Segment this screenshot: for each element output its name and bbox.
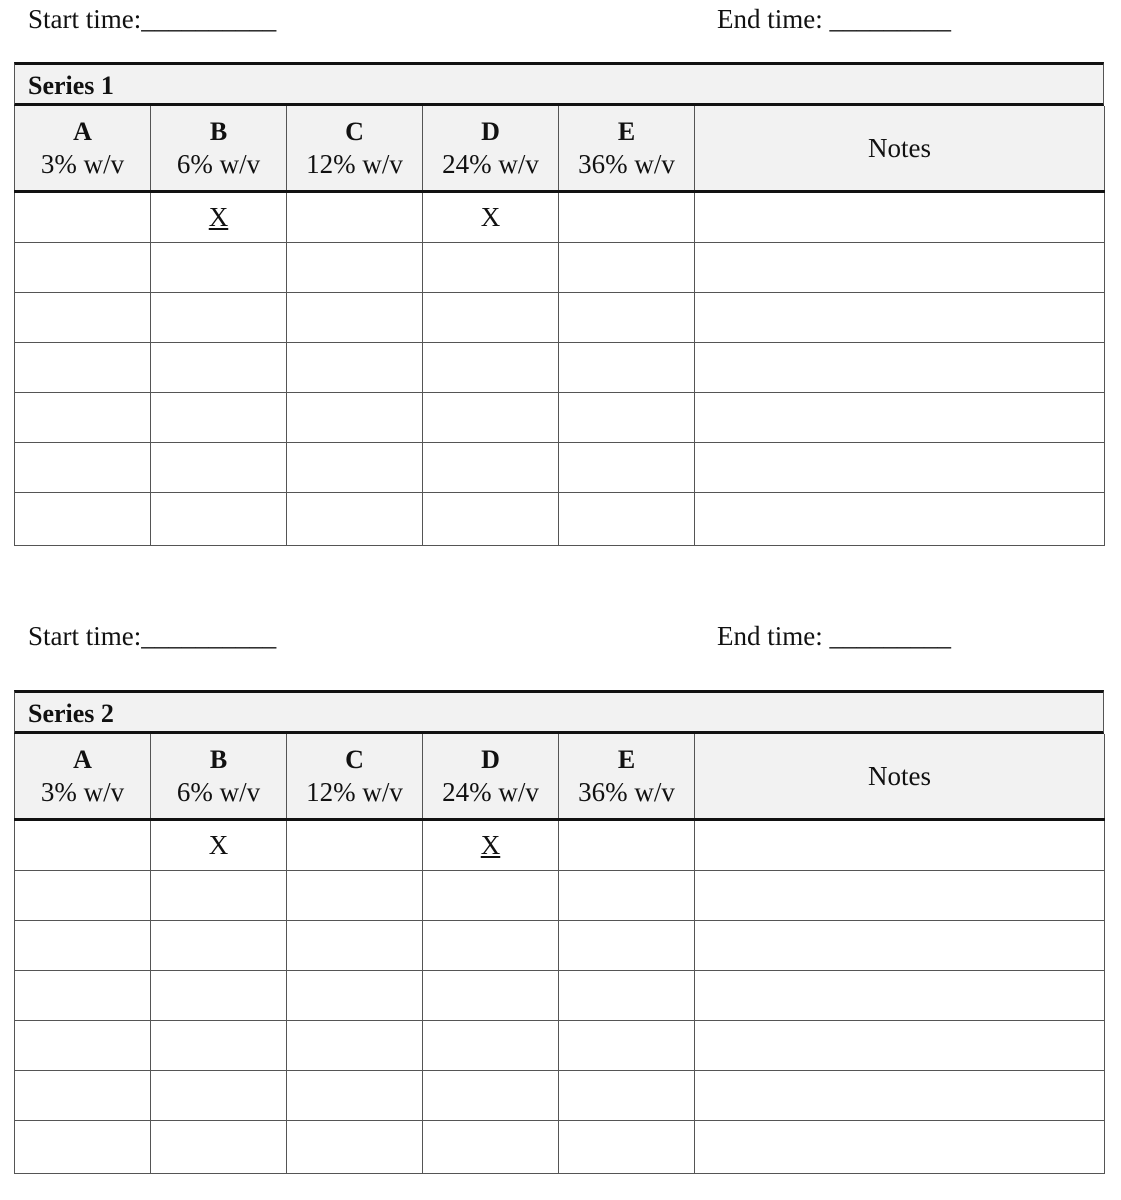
cell-c[interactable]: [287, 1121, 423, 1174]
cell-d[interactable]: [423, 1121, 559, 1174]
column-header-e: E 36% w/v: [559, 106, 695, 192]
cell-b[interactable]: X: [151, 820, 287, 871]
cell-b[interactable]: [151, 1071, 287, 1121]
cell-c[interactable]: [287, 393, 423, 443]
cell-c[interactable]: [287, 921, 423, 971]
table-row: [15, 971, 1105, 1021]
cell-e[interactable]: [559, 293, 695, 343]
cell-e[interactable]: [559, 243, 695, 293]
cell-b[interactable]: [151, 343, 287, 393]
cell-e[interactable]: [559, 393, 695, 443]
table-row: [15, 443, 1105, 493]
series-1-table-block: [14, 62, 1104, 546]
cell-a[interactable]: [15, 921, 151, 971]
column-header-notes: Notes: [695, 734, 1105, 820]
cell-e[interactable]: [559, 192, 695, 243]
cell-d[interactable]: [423, 971, 559, 1021]
cell-d[interactable]: [423, 1071, 559, 1121]
column-header-d: D 24% w/v: [423, 734, 559, 820]
cell-a[interactable]: [15, 820, 151, 871]
cell-d[interactable]: [423, 393, 559, 443]
cell-c[interactable]: [287, 192, 423, 243]
column-header-c: C 12% w/v: [287, 734, 423, 820]
end-time-field[interactable]: End time: _________: [717, 621, 951, 651]
cell-notes[interactable]: [695, 1121, 1105, 1174]
column-header-e: E 36% w/v: [559, 734, 695, 820]
cell-b[interactable]: [151, 443, 287, 493]
cell-b[interactable]: [151, 1021, 287, 1071]
cell-c[interactable]: [287, 343, 423, 393]
cell-d[interactable]: X: [423, 820, 559, 871]
cell-e[interactable]: [559, 971, 695, 1021]
table-row: [15, 1021, 1105, 1071]
cell-notes[interactable]: [695, 192, 1105, 243]
header-row: [15, 734, 1105, 820]
cell-b[interactable]: [151, 971, 287, 1021]
table-row: [15, 820, 1105, 871]
cell-notes[interactable]: [695, 1021, 1105, 1071]
cell-d[interactable]: [423, 243, 559, 293]
cell-a[interactable]: [15, 443, 151, 493]
cell-e[interactable]: [559, 343, 695, 393]
start-time-field[interactable]: Start time:__________: [28, 4, 277, 34]
cell-notes[interactable]: [695, 393, 1105, 443]
cell-a[interactable]: [15, 293, 151, 343]
table-row: [15, 1071, 1105, 1121]
cell-e[interactable]: [559, 871, 695, 921]
series-2-table-block: [14, 690, 1104, 1174]
cell-e[interactable]: [559, 443, 695, 493]
cell-d[interactable]: [423, 443, 559, 493]
column-header-d: D 24% w/v: [423, 106, 559, 192]
cell-c[interactable]: [287, 443, 423, 493]
series-title: Series 2: [14, 690, 1104, 734]
table-row: [15, 921, 1105, 971]
table-row: [15, 343, 1105, 393]
cell-a[interactable]: [15, 493, 151, 546]
cell-e[interactable]: [559, 493, 695, 546]
cell-a[interactable]: [15, 192, 151, 243]
cell-b[interactable]: [151, 871, 287, 921]
series-1-timeline: [14, 4, 1104, 44]
series-title: Series 1: [14, 62, 1104, 106]
cell-e[interactable]: [559, 1021, 695, 1071]
cell-b[interactable]: X: [151, 192, 287, 243]
table-row: [15, 493, 1105, 546]
column-header-a: A 3% w/v: [15, 734, 151, 820]
cell-c[interactable]: [287, 1071, 423, 1121]
cell-e[interactable]: [559, 1121, 695, 1174]
end-time-field[interactable]: End time: _________: [717, 4, 951, 34]
cell-notes[interactable]: [695, 971, 1105, 1021]
cell-e[interactable]: [559, 1071, 695, 1121]
table-row: [15, 871, 1105, 921]
cell-notes[interactable]: [695, 293, 1105, 343]
cell-notes[interactable]: [695, 871, 1105, 921]
cell-notes[interactable]: [695, 343, 1105, 393]
cell-notes[interactable]: [695, 443, 1105, 493]
cell-c[interactable]: [287, 820, 423, 871]
cell-d[interactable]: [423, 343, 559, 393]
cell-a[interactable]: [15, 871, 151, 921]
cell-notes[interactable]: [695, 820, 1105, 871]
cell-d[interactable]: [423, 871, 559, 921]
cell-e[interactable]: [559, 921, 695, 971]
column-header-a: A 3% w/v: [15, 106, 151, 192]
table-row: [15, 192, 1105, 243]
cell-a[interactable]: [15, 393, 151, 443]
cell-b[interactable]: [151, 921, 287, 971]
cell-c[interactable]: [287, 293, 423, 343]
cell-notes[interactable]: [695, 1071, 1105, 1121]
cell-d[interactable]: [423, 921, 559, 971]
cell-a[interactable]: [15, 243, 151, 293]
column-header-b: B 6% w/v: [151, 734, 287, 820]
cell-c[interactable]: [287, 243, 423, 293]
cell-b[interactable]: [151, 393, 287, 443]
cell-e[interactable]: [559, 820, 695, 871]
cell-notes[interactable]: [695, 921, 1105, 971]
cell-a[interactable]: [15, 1121, 151, 1174]
column-header-c: C 12% w/v: [287, 106, 423, 192]
cell-b[interactable]: [151, 293, 287, 343]
cell-a[interactable]: [15, 971, 151, 1021]
series-2-table: [14, 734, 1105, 1174]
cell-notes[interactable]: [695, 493, 1105, 546]
cell-c[interactable]: [287, 871, 423, 921]
table-row: [15, 293, 1105, 343]
cell-d[interactable]: [423, 1021, 559, 1071]
cell-b[interactable]: [151, 493, 287, 546]
cell-notes[interactable]: [695, 243, 1105, 293]
cell-b[interactable]: [151, 243, 287, 293]
cell-a[interactable]: [15, 343, 151, 393]
cell-d[interactable]: [423, 293, 559, 343]
table-row: [15, 1121, 1105, 1174]
cell-c[interactable]: [287, 1021, 423, 1071]
series-2-timeline: [14, 621, 1104, 661]
table-row: [15, 243, 1105, 293]
table-row: [15, 393, 1105, 443]
cell-c[interactable]: [287, 493, 423, 546]
cell-a[interactable]: [15, 1021, 151, 1071]
cell-d[interactable]: X: [423, 192, 559, 243]
cell-c[interactable]: [287, 971, 423, 1021]
header-row: [15, 106, 1105, 192]
cell-b[interactable]: [151, 1121, 287, 1174]
start-time-field[interactable]: Start time:__________: [28, 621, 277, 651]
series-1-table: [14, 106, 1105, 546]
column-header-notes: Notes: [695, 106, 1105, 192]
cell-d[interactable]: [423, 493, 559, 546]
cell-a[interactable]: [15, 1071, 151, 1121]
column-header-b: B 6% w/v: [151, 106, 287, 192]
